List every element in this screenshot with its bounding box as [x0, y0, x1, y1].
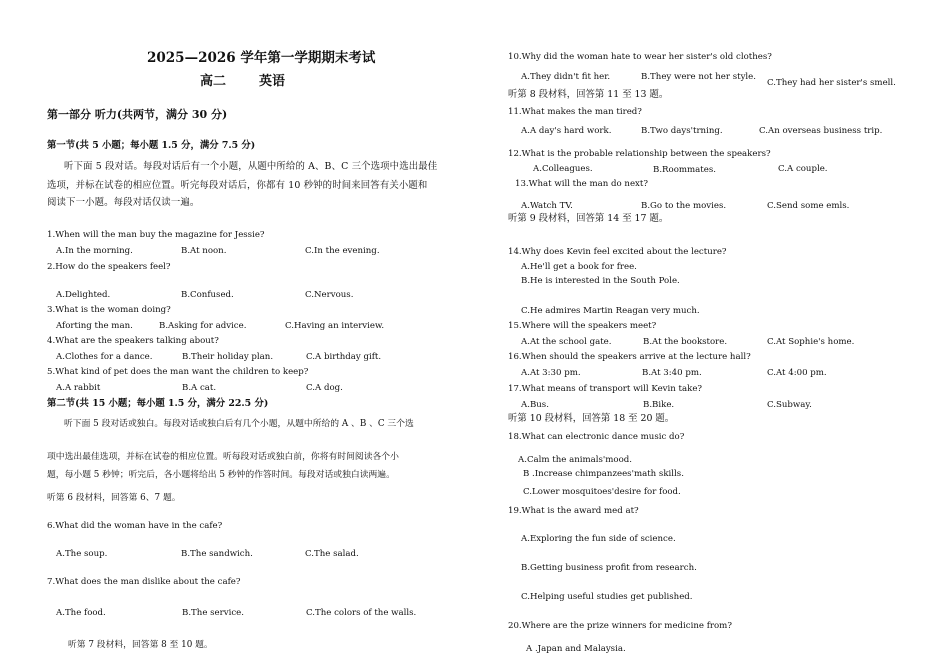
- question-stem: 14.Why does Kevin feel excited about the lecture?: [508, 247, 727, 257]
- option-c[interactable]: C.A couple.: [778, 164, 828, 174]
- part1-heading: 第一部分 听力(共两节，满分 30 分): [47, 108, 228, 121]
- section1-instruction-line: 选项，并标在试卷的相应位置。听完每段对话后，你都有 10 秒钟的时间来回答有关小题和: [47, 180, 428, 191]
- option-a[interactable]: Aforting the man.: [56, 321, 133, 331]
- question-stem: 3.What is the woman doing?: [47, 305, 171, 315]
- option-b[interactable]: B.At noon.: [181, 246, 227, 256]
- question-stem: 4.What are the speakers talking about?: [47, 336, 219, 346]
- question-stem: 7.What does the man dislike about the cafe?: [47, 577, 241, 587]
- option-c[interactable]: C.In the evening.: [305, 246, 380, 256]
- option-a[interactable]: A.Watch TV.: [521, 201, 573, 211]
- option-c[interactable]: C.Subway.: [767, 400, 812, 410]
- question-stem: 5.What kind of pet does the man want the children to keep?: [47, 367, 309, 377]
- option-a[interactable]: A.They didn't fit her.: [521, 72, 611, 82]
- passage-note: 听第 7 段材料，回答第 8 至 10 题。: [68, 640, 213, 650]
- section1-heading: 第一节(共 5 小题；每小题 1.5 分，满分 7.5 分): [47, 140, 256, 151]
- option-b[interactable]: B .Increase chimpanzees'math skills.: [523, 469, 684, 479]
- option-a[interactable]: A.Clothes for a dance.: [56, 352, 153, 362]
- option-c[interactable]: C.At Sophie's home.: [767, 337, 855, 347]
- option-c[interactable]: C.They had her sister's smell.: [767, 78, 896, 88]
- option-b[interactable]: B.Bike.: [643, 400, 675, 410]
- passage-note: 听第 10 段材料，回答第 18 至 20 题。: [508, 413, 675, 424]
- section2-instruction-line: 题，每小题 5 秒钟；听完后，各小题将给出 5 秒钟的作答时间。每段对话或独白读两遍。: [47, 470, 395, 480]
- question-stem: 15.Where will the speakers meet?: [508, 321, 657, 331]
- option-a[interactable]: A.The food.: [56, 608, 106, 618]
- passage-note: 听第 6 段材料，回答第 6、7 题。: [47, 493, 181, 503]
- option-b[interactable]: B.Roommates.: [653, 165, 716, 175]
- option-b[interactable]: B.A cat.: [182, 383, 217, 393]
- option-c[interactable]: C.Send some emls.: [767, 201, 850, 211]
- option-c[interactable]: C.Helping useful studies get published.: [521, 592, 693, 602]
- option-b[interactable]: B.Asking for advice.: [159, 321, 247, 331]
- option-a[interactable]: A.At 3:30 pm.: [521, 368, 581, 378]
- option-a[interactable]: A.Colleagues.: [533, 164, 593, 174]
- option-c[interactable]: C.He admires Martin Reagan very much.: [521, 306, 700, 316]
- option-a[interactable]: A.In the morning.: [56, 246, 133, 256]
- option-c[interactable]: C.An overseas business trip.: [759, 126, 883, 136]
- question-stem: 12.What is the probable relationship between the speakers?: [508, 149, 771, 159]
- option-c[interactable]: C.Nervous.: [305, 290, 354, 300]
- option-b[interactable]: B.Their holiday plan.: [182, 352, 274, 362]
- option-b[interactable]: B.The sandwich.: [181, 549, 253, 559]
- question-stem: 2.How do the speakers feel?: [47, 262, 171, 272]
- option-a[interactable]: A .Japan and Malaysia.: [526, 644, 626, 654]
- option-c[interactable]: C.A birthday gift.: [306, 352, 382, 362]
- option-a[interactable]: A.At the school gate.: [521, 337, 612, 347]
- option-a[interactable]: A.A day's hard work.: [521, 126, 612, 136]
- option-a[interactable]: A.Calm the animals'mood.: [518, 455, 633, 465]
- question-stem: 13.What will the man do next?: [515, 179, 648, 189]
- option-c[interactable]: C.The salad.: [305, 549, 359, 559]
- question-stem: 1.When will the man buy the magazine for Jessie?: [47, 230, 265, 240]
- section1-instruction-line: 听下面 5 段对话。每段对话后有一个小题，从题中所给的 A、B、C 三个选项中选出最佳: [64, 161, 438, 172]
- option-c[interactable]: C.The colors of the walls.: [306, 608, 417, 618]
- option-b[interactable]: B.Getting business profit from research.: [521, 563, 697, 573]
- option-c[interactable]: C.Lower mosquitoes'desire for food.: [523, 487, 681, 497]
- option-c[interactable]: C.At 4:00 pm.: [767, 368, 827, 378]
- option-b[interactable]: B.At the bookstore.: [643, 337, 728, 347]
- option-b[interactable]: B.At 3:40 pm.: [642, 368, 702, 378]
- section1-instruction-line: 阅读下一小题。每段对话仅读一遍。: [47, 197, 200, 208]
- option-c[interactable]: C.A dog.: [306, 383, 343, 393]
- question-stem: 19.What is the award med at?: [508, 506, 639, 516]
- question-stem: 11.What makes the man tired?: [508, 107, 642, 117]
- question-stem: 6.What did the woman have in the cafe?: [47, 521, 223, 531]
- passage-note: 听第 8 段材料，回答第 11 至 13 题。: [508, 89, 669, 100]
- question-stem: 16.When should the speakers arrive at the lecture hall?: [508, 352, 751, 362]
- option-b[interactable]: B.The service.: [182, 608, 244, 618]
- question-stem: 18.What can electronic dance music do?: [508, 432, 685, 442]
- section2-instruction-line: 项中选出最佳选项，并标在试卷的相应位置。听每段对话或独白前，你将有时间阅读各个小: [47, 452, 399, 462]
- option-b[interactable]: B.Confused.: [181, 290, 234, 300]
- option-a[interactable]: A.A rabbit: [56, 383, 101, 393]
- option-c[interactable]: C.Having an interview.: [285, 321, 385, 331]
- question-stem: 10.Why did the woman hate to wear her sister's old clothes?: [508, 52, 772, 62]
- option-a[interactable]: A.Delighted.: [56, 290, 111, 300]
- question-stem: 17.What means of transport will Kevin take?: [508, 384, 703, 394]
- option-a[interactable]: A.He'll get a book for free.: [521, 262, 637, 272]
- option-b[interactable]: B.He is interested in the South Pole.: [521, 276, 680, 286]
- question-stem: 20.Where are the prize winners for medicine from?: [508, 621, 732, 631]
- option-a[interactable]: A.The soup.: [56, 549, 108, 559]
- option-b[interactable]: B.They were not her style.: [641, 72, 756, 82]
- grade-label: 高二: [200, 74, 227, 89]
- section2-instruction-line: 听下面 5 段对话或独白。每段对话或独白后有几个小题，从题中所给的 A 、B 、C 三个选: [64, 419, 414, 429]
- option-b[interactable]: B.Go to the movies.: [641, 201, 727, 211]
- option-a[interactable]: A.Bus.: [521, 400, 549, 410]
- exam-title: 2025—2026 学年第一学期期末考试: [147, 50, 376, 66]
- subject-label: 英语: [259, 74, 286, 89]
- passage-note: 听第 9 段材料，回答第 14 至 17 题。: [508, 213, 669, 224]
- section2-heading: 第二节(共 15 小题；每小题 1.5 分，满分 22.5 分): [47, 398, 269, 409]
- option-b[interactable]: B.Two days'trning.: [641, 126, 723, 136]
- option-a[interactable]: A.Exploring the fun side of science.: [521, 534, 676, 544]
